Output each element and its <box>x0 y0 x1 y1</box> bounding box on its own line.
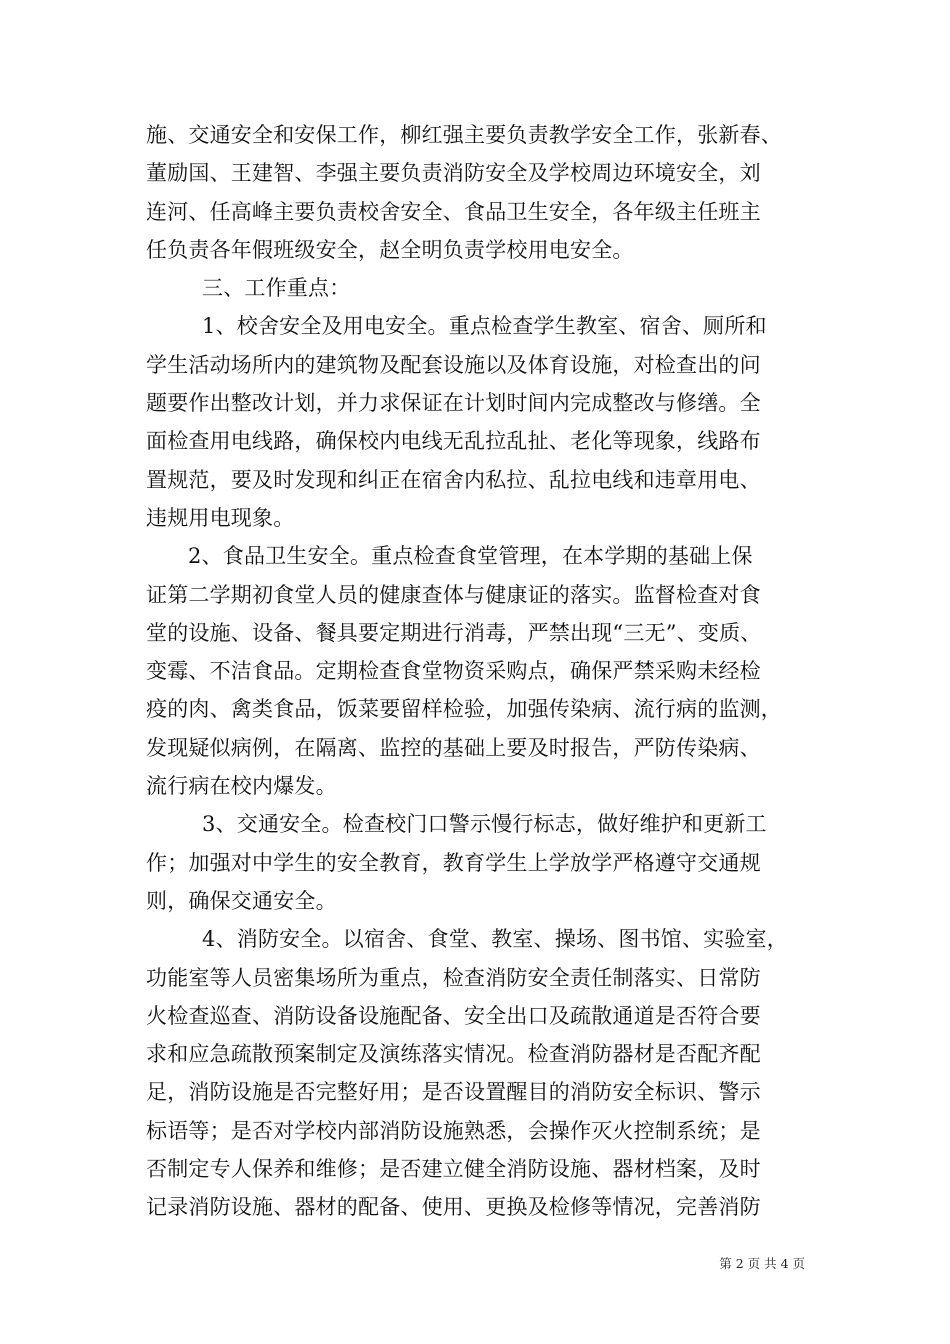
text-line: 作；加强对中学生的安全教育，教育学生上学放学严格遵守交通规 <box>146 850 761 875</box>
paragraph-start: 4、消防安全。以宿舍、食堂、教室、操场、图书馆、实验室， <box>202 927 788 952</box>
text-line: 违规用电现象。 <box>146 505 295 530</box>
text-line: 功能室等人员密集场所为重点，检查消防安全责任制落实、日常防 <box>146 965 761 990</box>
paragraph-start: 1、校舍安全及用电安全。重点检查学生教室、宿舍、厕所和 <box>202 314 767 339</box>
text-line: 面检查用电线路，确保校内电线无乱拉乱扯、老化等现象，线路布 <box>146 429 761 454</box>
paragraph-start: 3、交通安全。检查校门口警示慢行标志，做好维护和更新工 <box>202 812 767 837</box>
text-line: 发现疑似病例，在隔离、监控的基础上要及时报告，严防传染病、 <box>146 735 761 760</box>
text-line: 变霉、不洁食品。定期检查食堂物资采购点，确保严禁采购未经检 <box>146 659 761 684</box>
text-line: 置规范，要及时发现和纠正在宿舍内私拉、乱拉电线和违章用电、 <box>146 467 761 492</box>
text-line: 证第二学期初食堂人员的健康查体与健康证的落实。监督检查对食 <box>146 582 761 607</box>
text-line: 否制定专人保养和维修；是否建立健全消防设施、器材档案，及时 <box>146 1157 761 1182</box>
text-line: 火检查巡查、消防设备设施配备、安全出口及疏散通道是否符合要 <box>146 1003 761 1028</box>
text-line: 堂的设施、设备、餐具要定期进行消毒，严禁出现“三无”、变质、 <box>146 620 762 645</box>
paragraph-start: 2、食品卫生安全。重点检查食堂管理，在本学期的基础上保 <box>188 544 753 569</box>
text-line: 则，确保交通安全。 <box>146 888 337 913</box>
text-line: 任负责各年假班级安全，赵全明负责学校用电安全。 <box>146 237 634 262</box>
section-heading: 三、工作重点： <box>202 276 351 301</box>
text-line: 学生活动场所内的建筑物及配套设施以及体育设施，对检查出的问 <box>146 352 761 377</box>
text-line: 疫的肉、禽类食品，饭菜要留样检验，加强传染病、流行病的监测， <box>146 697 782 722</box>
text-line: 流行病在校内爆发。 <box>146 774 337 799</box>
body-text <box>146 116 806 1227</box>
text-line: 标语等；是否对学校内部消防设施熟悉，会操作灭火控制系统；是 <box>146 1118 761 1143</box>
text-line: 董励国、王建智、李强主要负责消防安全及学校周边环境安全，刘 <box>146 161 761 186</box>
text-line: 连河、任高峰主要负责校舍安全、食品卫生安全，各年级主任班主 <box>146 199 761 224</box>
page-number-footer: 第 2 页 共 4 页 <box>719 1256 805 1271</box>
text-line: 施、交通安全和安保工作，柳红强主要负责教学安全工作，张新春、 <box>146 123 782 147</box>
text-line: 足，消防设施是否完整好用；是否设置醒目的消防安全标识、警示 <box>146 1080 761 1105</box>
text-line: 题要作出整改计划，并力求保证在计划时间内完成整改与修缮。全 <box>146 391 761 416</box>
text-line: 求和应急疏散预案制定及演练落实情况。检查消防器材是否配齐配 <box>146 1042 761 1067</box>
text-line: 记录消防设施、器材的配备、使用、更换及检修等情况，完善消防 <box>146 1195 761 1220</box>
